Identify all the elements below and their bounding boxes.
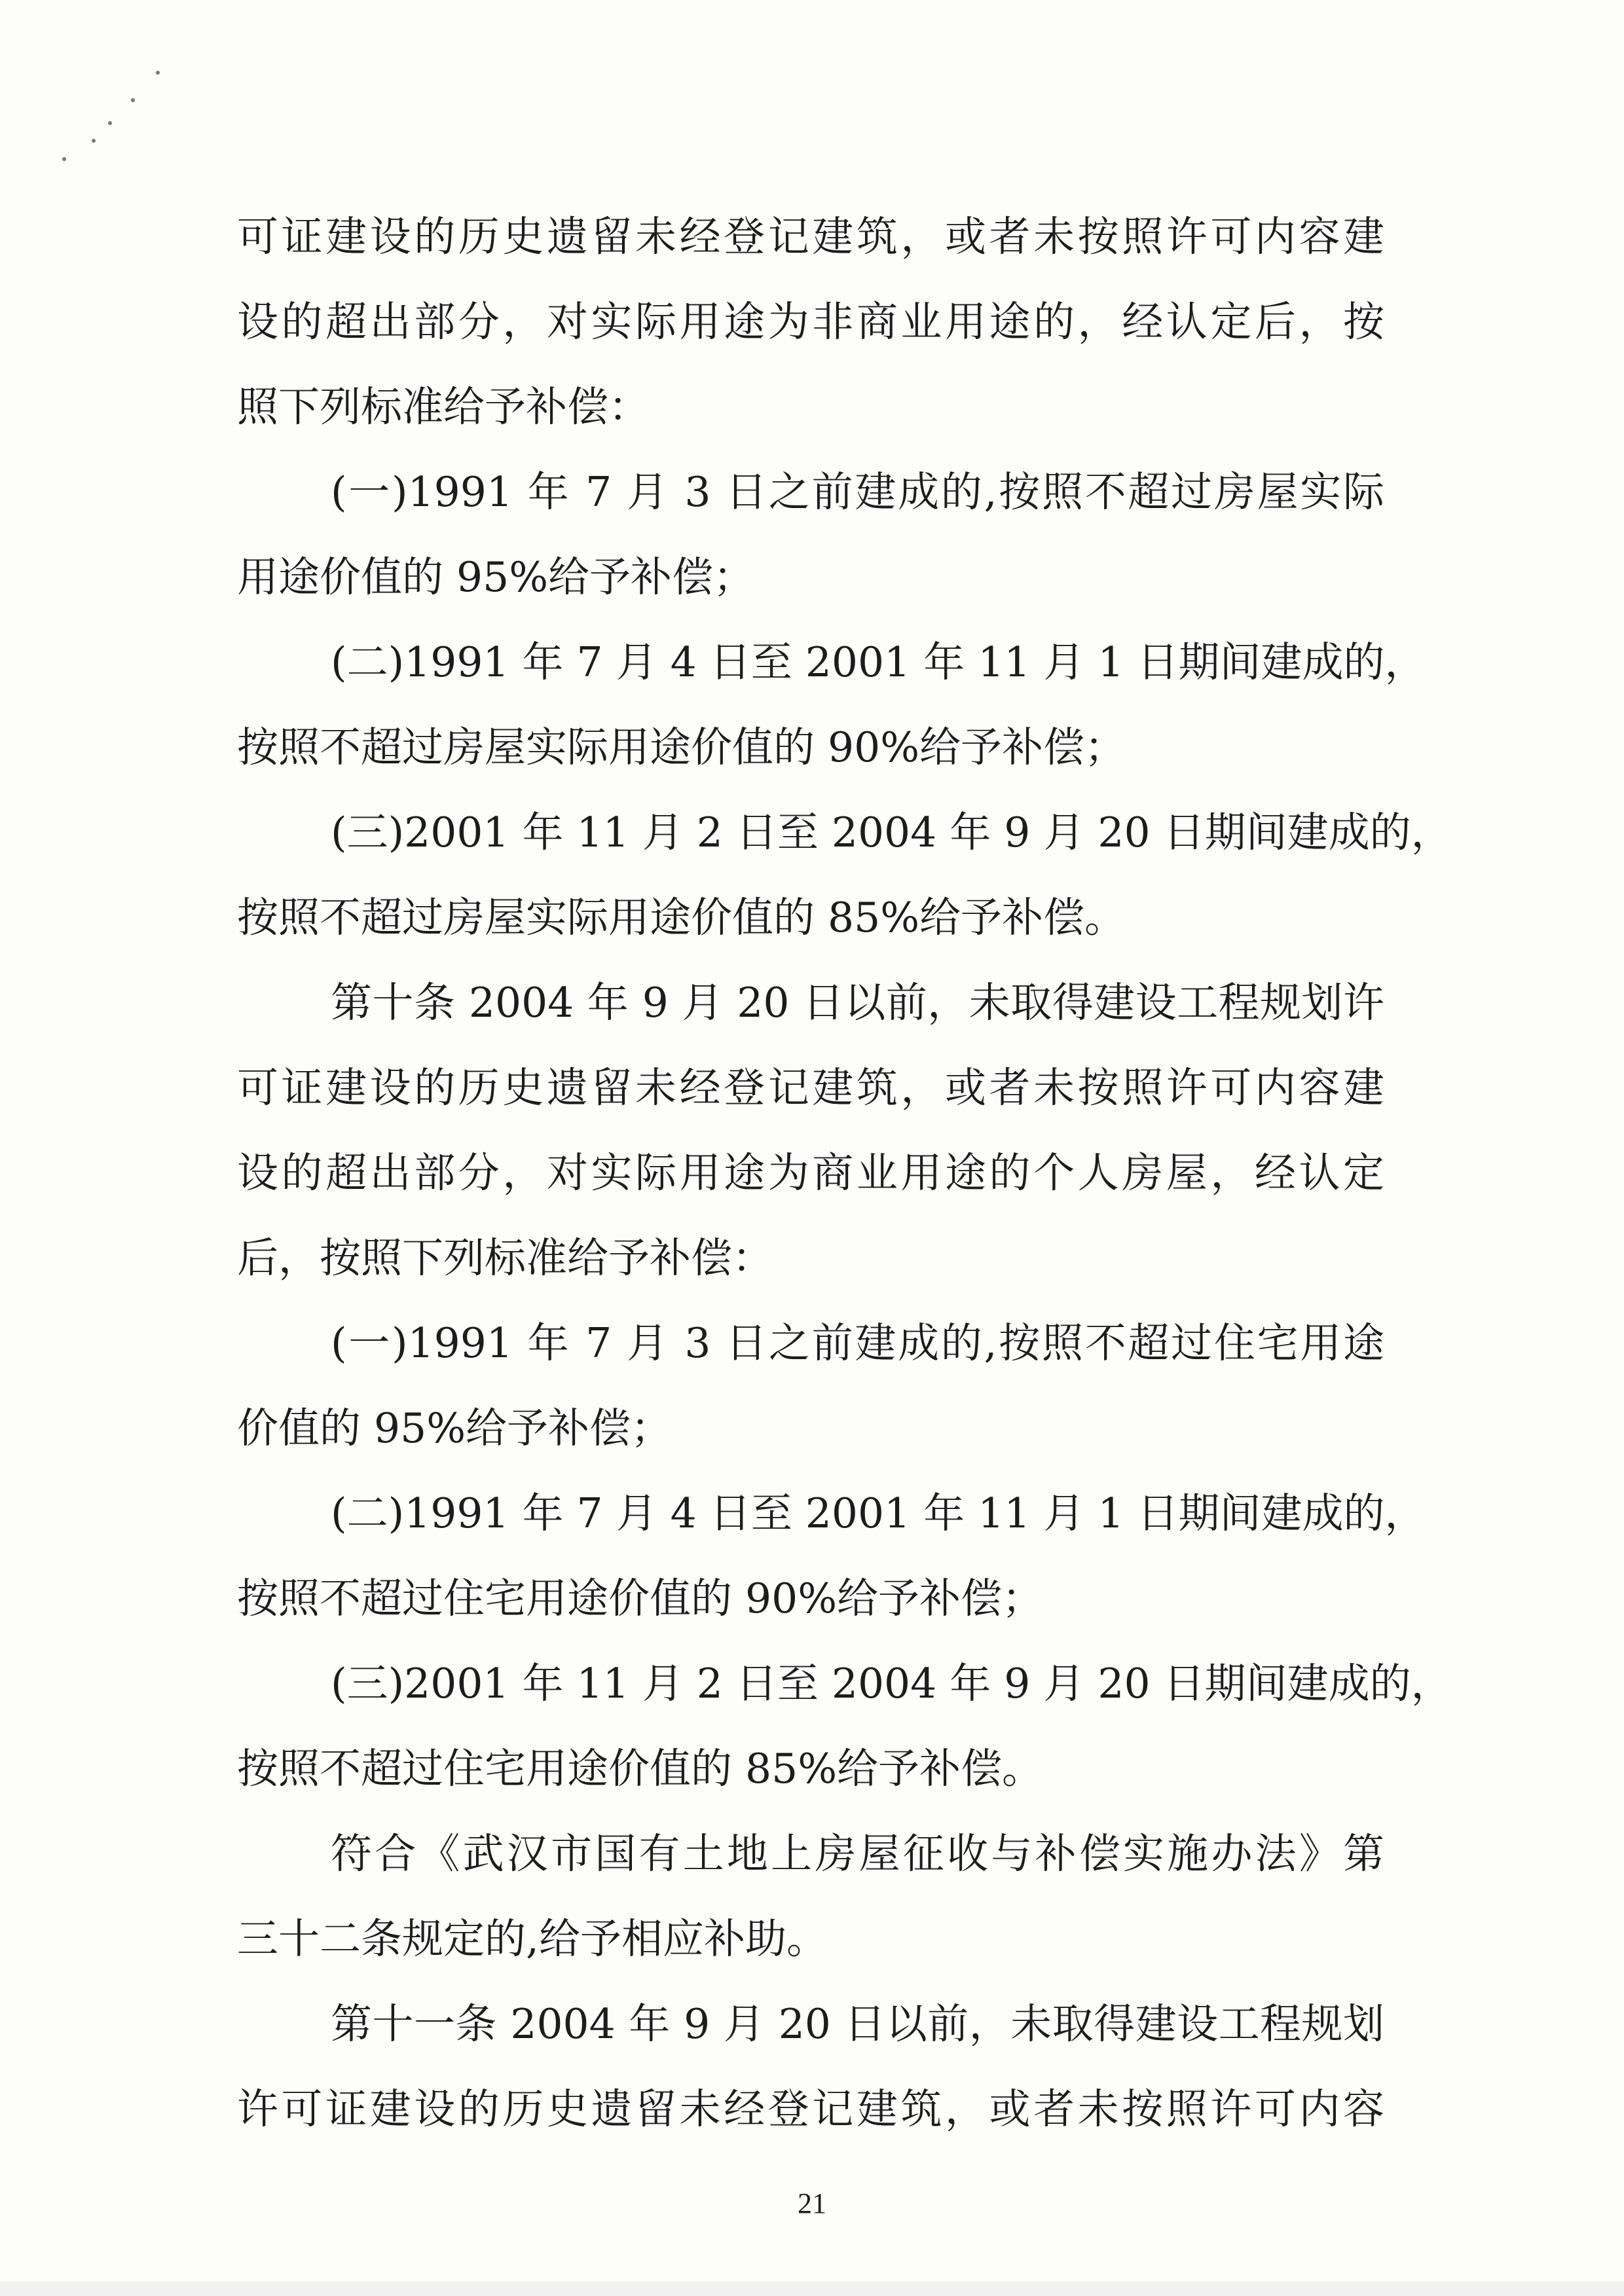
text-line: 价值的 95%给予补偿；	[237, 1404, 673, 1452]
article-heading-11: 第十一条 2004 年 9 月 20 日以前，未取得建设工程规划	[331, 2000, 1384, 2048]
text-line: 照下列标准给予补偿：	[237, 383, 650, 431]
scan-speck	[131, 98, 135, 102]
scan-speck	[62, 157, 66, 161]
text-line: (三)2001 年 11 月 2 日至 2004 年 9 月 20 日期间建成的，	[331, 809, 1452, 856]
text-line: (二)1991 年 7 月 4 日至 2001 年 11 月 1 日期间建成的，	[331, 638, 1426, 686]
text-line: 可证建设的历史遗留未经登记建筑，或者未按照许可内容建	[237, 213, 1384, 261]
scan-speck	[108, 121, 112, 125]
scan-speck	[156, 71, 160, 75]
text-line: 按照不超过房屋实际用途价值的 90%给予补偿；	[237, 723, 1126, 771]
text-line: 许可证建设的历史遗留未经登记建筑，或者未按照许可内容	[237, 2085, 1384, 2133]
text-line: 三十二条规定的,给予相应补助。	[237, 1915, 828, 1963]
scan-speck	[92, 139, 96, 143]
text-line: 按照不超过住宅用途价值的 85%给予补偿。	[237, 1745, 1044, 1793]
scan-bottom-edge	[0, 2282, 1624, 2296]
text-line: 用途价值的 95%给予补偿；	[237, 553, 755, 601]
text-line: 按照不超过住宅用途价值的 90%给予补偿；	[237, 1575, 1044, 1622]
text-line: 设的超出部分，对实际用途为商业用途的个人房屋，经认定	[237, 1149, 1384, 1197]
text-line: 可证建设的历史遗留未经登记建筑，或者未按照许可内容建	[237, 1064, 1384, 1112]
text-line: (二)1991 年 7 月 4 日至 2001 年 11 月 1 日期间建成的，	[331, 1489, 1426, 1537]
text-line: 后，按照下列标准给予补偿：	[237, 1234, 773, 1282]
text-line: 设的超出部分，对实际用途为非商业用途的，经认定后，按	[237, 298, 1384, 346]
article-heading-10: 第十条 2004 年 9 月 20 日以前，未取得建设工程规划许	[331, 979, 1384, 1027]
page-number: 21	[798, 2187, 826, 2219]
text-line: 按照不超过房屋实际用途价值的 85%给予补偿。	[237, 894, 1126, 941]
text-line: (三)2001 年 11 月 2 日至 2004 年 9 月 20 日期间建成的，	[331, 1660, 1452, 1707]
text-line: (一)1991 年 7 月 3 日之前建成的,按照不超过房屋实际	[331, 468, 1384, 516]
text-line: (一)1991 年 7 月 3 日之前建成的,按照不超过住宅用途	[331, 1319, 1384, 1367]
text-line: 符合《武汉市国有土地上房屋征收与补偿实施办法》第	[331, 1830, 1384, 1878]
